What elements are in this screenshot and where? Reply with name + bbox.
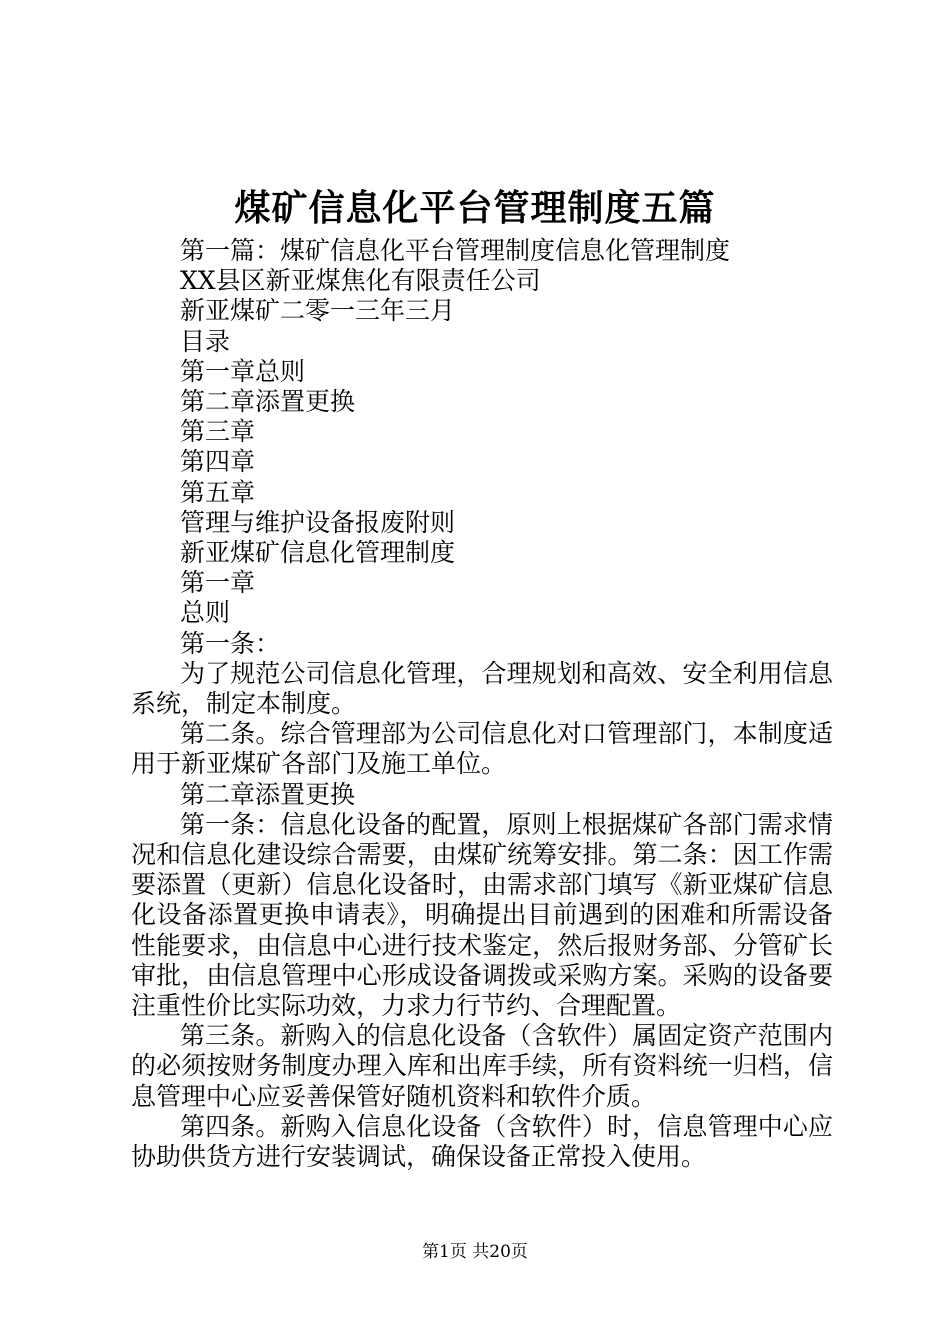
toc-item: 第五章 bbox=[180, 477, 256, 507]
toc-item: 第四章 bbox=[180, 447, 256, 477]
chapter-heading: 第二章添置更换 bbox=[180, 779, 356, 809]
article-heading: 第一条： bbox=[180, 628, 281, 658]
chapter-heading: 第一章 bbox=[180, 568, 256, 598]
body-paragraph: 为了规范公司信息化管理，合理规划和高效、安全利用信息系统，制定本制度。 bbox=[131, 658, 833, 719]
body-paragraph: 第一条：信息化设备的配置，原则上根据煤矿各部门需求情况和信息化建设综合需要，由煤矿统筹安排。第二条：因工作需要添置（更新）信息化设备时，由需求部门填写《新亚煤矿信息化设备添置更换申请表》，明确提出目前遇到的困难和所需设备性能要求，由信息中心进行技术鉴定，然后报财务部、分管矿长审批，由信息管理中心形成设备调拨或采购方案。采购的设备要注重性价比实际功效，力求力行节约、合理配置。 bbox=[131, 809, 833, 1021]
toc-item: 管理与维护设备报废附则 bbox=[180, 507, 456, 537]
toc-heading: 目录 bbox=[180, 326, 231, 356]
heading-part-one: 第一篇：煤矿信息化平台管理制度信息化管理制度 bbox=[180, 236, 731, 265]
company-name: XX县区新亚煤焦化有限责任公司 bbox=[180, 266, 541, 296]
body-paragraph: 第四条。新购入信息化设备（含软件）时，信息管理中心应协助供货方进行安装调试，确保设备正常投入使用。 bbox=[131, 1111, 833, 1172]
page-footer: 第1页 共20页 bbox=[422, 1242, 528, 1262]
chapter-name: 总则 bbox=[180, 598, 231, 628]
toc-item: 第三章 bbox=[180, 417, 256, 447]
toc-item: 第二章添置更换 bbox=[180, 387, 356, 417]
toc-item: 第一章总则 bbox=[180, 356, 306, 386]
document-title: 煤矿信息化平台管理制度五篇 bbox=[234, 187, 716, 229]
body-paragraph: 第二条。综合管理部为公司信息化对口管理部门，本制度适用于新亚煤矿各部门及施工单位。 bbox=[131, 719, 833, 779]
document-date: 新亚煤矿二零一三年三月 bbox=[180, 296, 456, 326]
body-paragraph: 第三条。新购入的信息化设备（含软件）属固定资产范围内的必须按财务制度办理入库和出库手续，所有资料统一归档，信息管理中心应妥善保管好随机资料和软件介质。 bbox=[131, 1021, 833, 1111]
document-body bbox=[131, 236, 833, 1172]
section-title: 新亚煤矿信息化管理制度 bbox=[180, 538, 456, 568]
